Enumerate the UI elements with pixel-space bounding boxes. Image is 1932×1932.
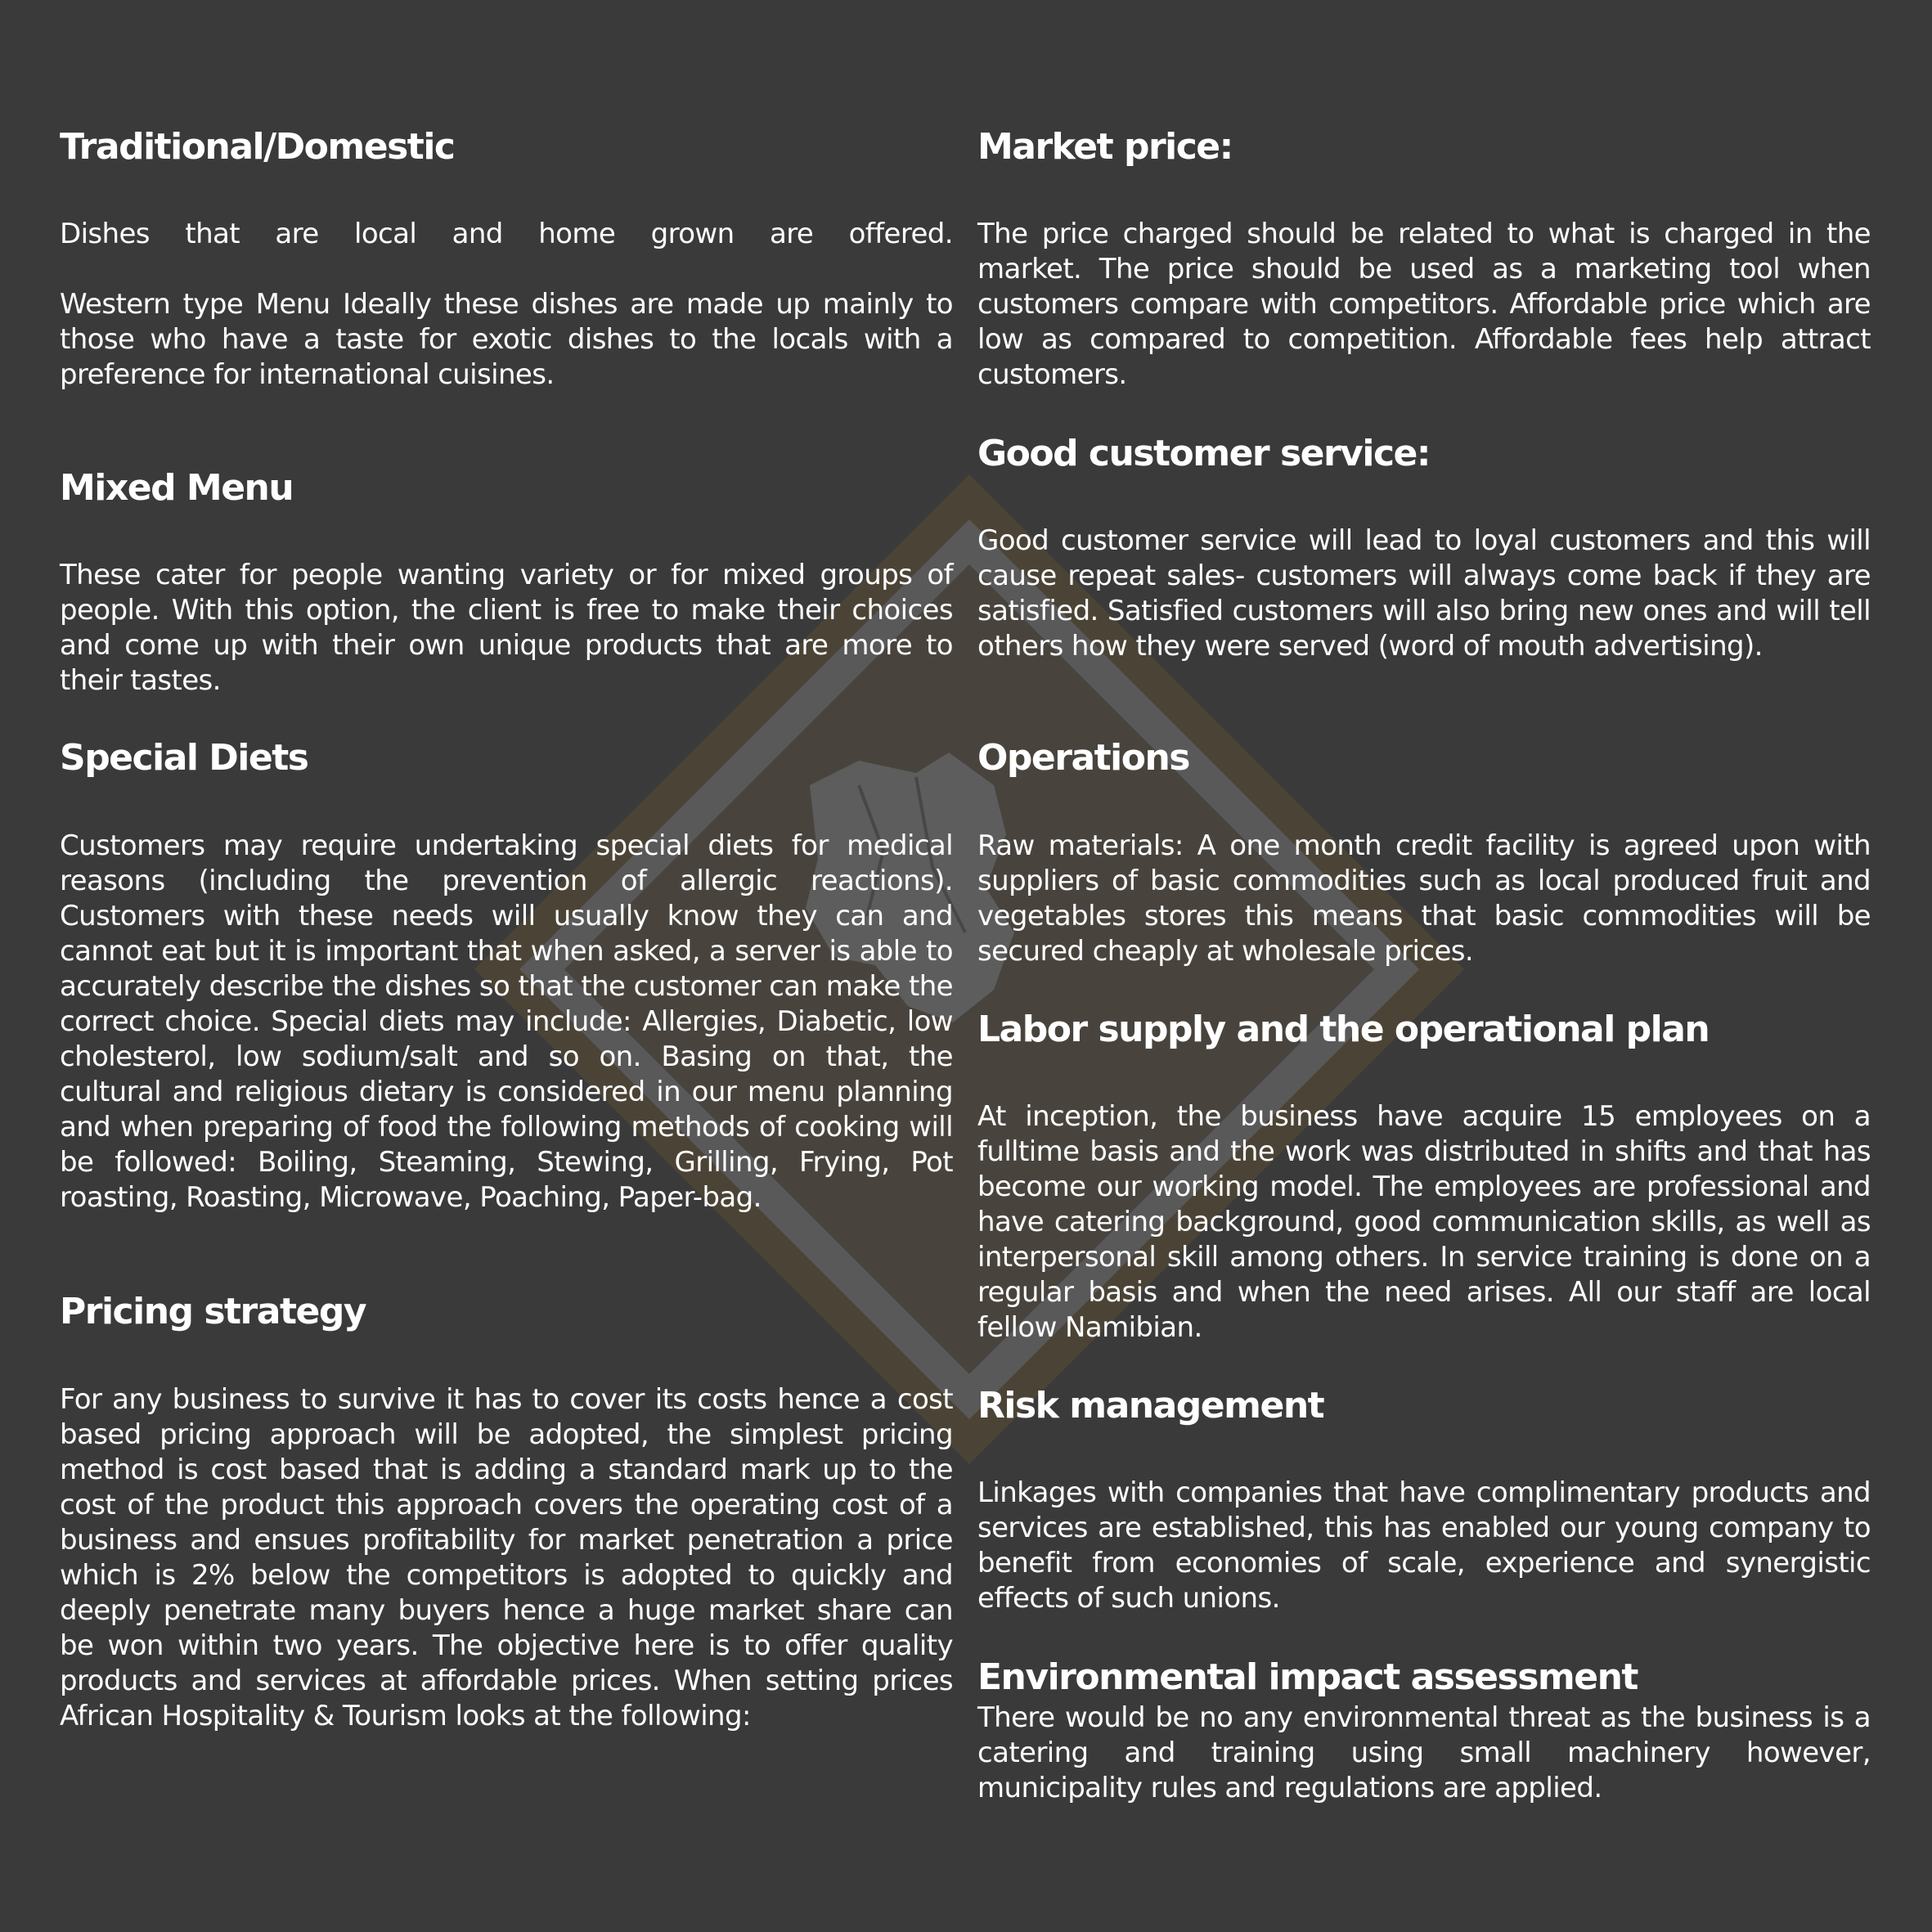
- mixed-menu-paragraph: These cater for people wanting variety or for mixed groups of people. With this option, the client is free to make their choices and come up with their own unique products that are more to their tastes.: [60, 559, 953, 697]
- heading-risk-management: Risk management: [977, 1385, 1324, 1427]
- heading-pricing-strategy: Pricing strategy: [60, 1291, 366, 1332]
- heading-market-price: Market price:: [977, 126, 1233, 168]
- heading-special-diets: Special Diets: [60, 737, 308, 779]
- special-diets-paragraph: Customers may require undertaking special diets for medical reasons (including the prevention of allergic reactions). Customers with these needs will usually know they can and cannot eat but it is important that when asked, a server is able to accurately describe the dishes so that the customer can make the correct choice. Special diets may include: Allergies, Diabetic, low cholesterol, low sodium/salt and so on. Basing on that, the cultural and religious dietary is considered in our menu planning and when preparing of food the following methods of cooking will be followed: Boiling, Steaming, Stewing, Grilling, Frying, Pot roasting, Roasting, Microwave, Poaching, Paper-bag.: [60, 829, 953, 1214]
- traditional-paragraph-1: Dishes that are local and home grown are offered.: [60, 218, 953, 250]
- heading-traditional-domestic: Traditional/Domestic: [60, 126, 455, 168]
- market-price-paragraph: The price charged should be related to what is charged in the market. The price should be used as a marketing tool when customers compare with competitors. Affordable price which are low as compared to competition. Affordable fees help attract customers.: [977, 218, 1871, 391]
- heading-good-customer-service: Good customer service:: [977, 433, 1430, 474]
- operations-paragraph: Raw materials: A one month credit facility is agreed upon with suppliers of basic commodities such as local produced fruit and vegetables stores this means that basic commodities will be secured cheaply at wholesale prices.: [977, 829, 1871, 968]
- heading-labor-supply: Labor supply and the operational plan: [977, 1009, 1710, 1050]
- pricing-strategy-paragraph: For any business to survive it has to cover its costs hence a cost based pricing approach will be adopted, the simplest pricing method is cost based that is adding a standard mark up to the cost of the product this approach covers the operating cost of a business and ensues profitability for market penetration a price which is 2% below the competitors is adopted to quickly and deeply penetrate many buyers hence a huge market share can be won within two years. The objective here is to offer quality products and services at affordable prices. When setting prices African Hospitality & Tourism looks at the following:: [60, 1383, 953, 1732]
- labor-supply-paragraph: At inception, the business have acquire 15 employees on a fulltime basis and the work was distributed in shifts and that has become our working model. The employees are professional and have catering background, good communication skills, as well as interpersonal skill among others. In service training is done on a regular basis and when the need arises. All our staff are local fellow Namibian.: [977, 1100, 1871, 1344]
- heading-mixed-menu: Mixed Menu: [60, 467, 294, 509]
- heading-operations: Operations: [977, 737, 1189, 779]
- environmental-impact-paragraph: There would be no any environmental threat as the business is a catering and training using small machinery however, municipality rules and regulations are applied.: [977, 1701, 1871, 1804]
- risk-management-paragraph: Linkages with companies that have complimentary products and services are established, this has enabled our young company to benefit from economies of scale, experience and synergistic effects of such unions.: [977, 1476, 1871, 1615]
- customer-service-paragraph: Good customer service will lead to loyal customers and this will cause repeat sales- customers will always come back if they are satisfied. Satisfied customers will also bring new ones and will tell others how they were served (word of mouth advertising).: [977, 524, 1871, 663]
- heading-environmental-impact: Environmental impact assessment: [977, 1656, 1638, 1698]
- traditional-paragraph-2: Western type Menu Ideally these dishes are made up mainly to those who have a taste for exotic dishes to the locals with a preference for international cuisines.: [60, 288, 953, 391]
